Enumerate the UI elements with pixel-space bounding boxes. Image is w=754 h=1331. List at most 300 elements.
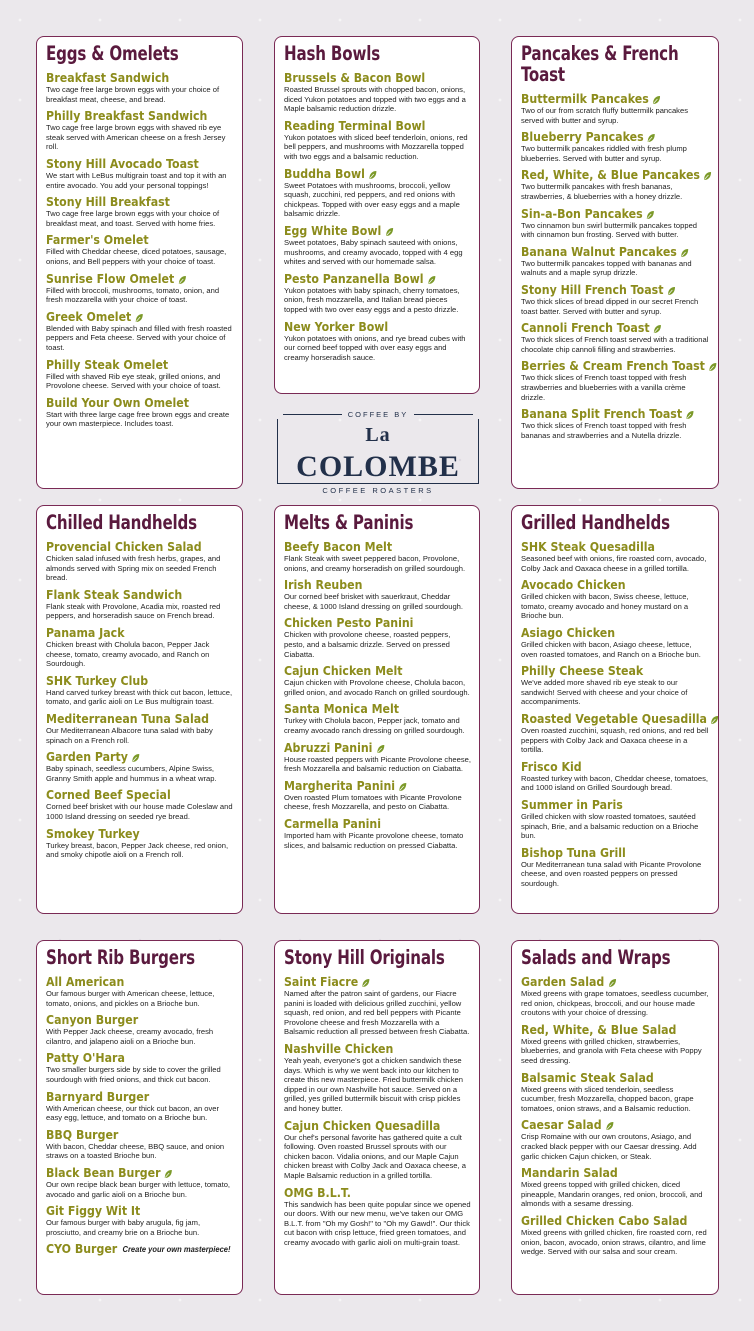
menu-item-description: Two cage free large brown eggs with shaved rib eye steak served with American cheese on a fresh Jersey roll.: [46, 123, 226, 152]
menu-item-name: [284, 1042, 449, 1056]
menu-item-description: Filled with broccoli, mushrooms, tomato, onion, and fresh mozzarella with your choice of toast.: [46, 285, 220, 305]
menu-item-name-text: Caesar Salad: [521, 1117, 602, 1133]
menu-item-description: Two thick slices of French toast served with a traditional chocolate chip cannoli filling and strawberries.: [521, 335, 709, 354]
menu-item: [284, 741, 471, 774]
menu-item-name-text: OMG B.L.T.: [284, 1184, 351, 1200]
menu-item-name-text: Reading Terminal Bowl: [284, 117, 426, 133]
menu-item: [46, 1013, 234, 1046]
menu-item-name: [284, 540, 449, 554]
menu-item: [284, 1119, 471, 1181]
menu-item-name-text: Greek Omelet: [46, 308, 132, 324]
menu-item-name: [521, 1118, 687, 1132]
menu-item-name-text: Barnyard Burger: [46, 1088, 150, 1104]
menu-item-name: [284, 119, 449, 133]
vegetarian-leaf-icon: [131, 752, 140, 762]
menu-item-name-text: Irish Reuben: [284, 577, 363, 593]
menu-item-name: [521, 710, 707, 726]
menu-item-name: [521, 130, 687, 144]
menu-section: [274, 36, 480, 394]
menu-item-description: Two cinnamon bun swirl buttermilk pancakes topped with cinnamon bun frosting. Served with butter.: [521, 220, 698, 240]
menu-item-name-text: Philly Steak Omelet: [46, 356, 169, 372]
menu-item-name-text: Breakfast Sandwich: [46, 70, 170, 85]
menu-item-name-text: Stony Hill Avocado Toast: [46, 155, 199, 171]
menu-item-name-text: Avocado Chicken: [521, 577, 626, 593]
menu-item: [46, 157, 234, 190]
menu-item: [521, 846, 710, 889]
menu-item-name: [284, 616, 449, 630]
menu-item: [46, 1166, 234, 1199]
menu-item: [284, 119, 471, 162]
menu-item-name: [521, 207, 687, 221]
vegetarian-leaf-icon: [399, 781, 408, 791]
menu-item-name-text: CYO Burger: [46, 1241, 118, 1257]
menu-item: [521, 407, 710, 440]
menu-item: [46, 1128, 234, 1161]
vegetarian-leaf-icon: [605, 1120, 614, 1130]
menu-item-description: Yeah yeah, everyone's got a chicken sandwich these days. Which is why we went back into our kitchen to create this new masterpiece. Fried buttermilk chicken dipped in our own Nashville hot sauce. Served on a grilled, yes grilled buttermilk biscuit with crisp pickles and honey butter.: [284, 1055, 463, 1113]
menu-item-name: [521, 1166, 687, 1180]
menu-item: [521, 1118, 710, 1161]
menu-item-name: [521, 798, 687, 812]
logo-sub-text: COFFEE ROASTERS: [322, 486, 434, 495]
menu-item-description: With Pepper Jack cheese, creamy avocado, fresh cilantro, and jalapeno aioli on a Brioche bun.: [46, 1027, 214, 1046]
menu-item-name: [284, 71, 449, 85]
menu-item-name: [46, 272, 211, 286]
menu-item-description: Two thick slices of French toast topped with fresh strawberries and blueberries with a vanilla crème drizzle.: [521, 373, 687, 402]
menu-item: [284, 702, 471, 735]
menu-item: [46, 540, 234, 583]
menu-item-name: [521, 321, 687, 335]
menu-item: [521, 130, 710, 163]
menu-item-description: Blended with Baby spinach and filled with fresh roasted peppers and Feta cheese. Served with your choice of toast.: [46, 323, 232, 352]
vegetarian-leaf-icon: [376, 743, 385, 753]
menu-item-description: With bacon, Cheddar cheese, BBQ sauce, and onion straws on a toasted Brioche bun.: [46, 1141, 225, 1161]
menu-item-name-text: Saint Fiacre: [284, 974, 359, 989]
menu-item-name-text: Philly Breakfast Sandwich: [46, 108, 208, 124]
menu-item-description: Two thick slices of bread dipped in our secret French toast batter. Served with butter and syrup.: [521, 296, 699, 316]
menu-item-name: [46, 1204, 211, 1218]
menu-item-name-text: Stony Hill French Toast: [521, 281, 664, 297]
menu-item-name-text: Provencial Chicken Salad: [46, 539, 202, 554]
menu-item: [46, 1090, 234, 1123]
menu-item: [46, 109, 234, 152]
menu-item-description: Mixed greens with grilled chicken, fire roasted corn, red onion, bacon, avocado, onion straws, cilantro, and lime wedge. Served with our salsa and sour cream.: [521, 1227, 707, 1257]
menu-item-description: Sweet potatoes, Baby spinach sauteed with onions, mushrooms, and creamy avocado, topped with 4 egg whites and served with our homemade salsa.: [284, 237, 463, 267]
menu-item-name-text: Summer in Paris: [521, 796, 623, 812]
menu-item: [521, 578, 710, 621]
menu-item-name: [284, 779, 449, 793]
menu-item-name: [46, 109, 211, 123]
menu-item: [284, 616, 471, 659]
menu-item-name: [46, 233, 211, 247]
menu-item: [46, 712, 234, 745]
menu-item-description: Flank Steak with sweet peppered bacon, Provolone, onions, and creamy horseradish on grilled sourdough.: [284, 554, 466, 573]
menu-item-description: Two cage free large brown eggs with your choice of breakfast meat, and toast. Served with home fries.: [46, 209, 220, 228]
menu-item-description: Our famous burger with American cheese, lettuce, tomato, onions, and pickles on a Brioche bun.: [46, 989, 215, 1008]
menu-item: [521, 245, 710, 278]
vegetarian-leaf-icon: [647, 132, 656, 142]
menu-item-name-text: Bishop Tuna Grill: [521, 844, 626, 860]
menu-item: [46, 750, 234, 783]
menu-item-name: [46, 195, 211, 209]
menu-item-name-text: Garden Party: [46, 749, 128, 765]
menu-item-name: [284, 817, 449, 831]
menu-item-name: [521, 283, 687, 297]
menu-item: [46, 358, 234, 391]
menu-item-name-text: Carmella Panini: [284, 815, 382, 831]
menu-item-name-text: Garden Salad: [521, 974, 605, 989]
menu-item-name: [46, 750, 211, 764]
menu-item-name: [521, 1071, 687, 1085]
menu-item-description: Two cage free large brown eggs with your choice of breakfast meat, cheese, and bread.: [46, 85, 220, 104]
menu-item: [521, 975, 710, 1018]
vegetarian-leaf-icon: [703, 170, 712, 180]
menu-item-name: [46, 674, 211, 688]
menu-item: [46, 272, 234, 305]
menu-item-name-text: Nashville Chicken: [284, 1040, 394, 1056]
menu-item: [521, 1023, 710, 1066]
menu-item-description: Crisp Romaine with our own croutons, Asiago, and cracked black pepper with our Caesar dressing. Add garlic chicken Cajun chicken, or Steak.: [521, 1132, 697, 1161]
menu-item-description: Yukon potatoes with sliced beef tenderloin, onions, red bell peppers, and mushrooms with Mozzarella topped with two eggs and a balsamic reduction.: [284, 132, 468, 161]
section-title: Chilled Handhelds: [46, 511, 197, 534]
menu-item: [521, 1214, 710, 1257]
logo-la: La: [365, 424, 391, 446]
menu-item-description: Baby spinach, seedless cucumbers, Alpine Swiss, Granny Smith apple and hummus in a wheat wrap.: [46, 764, 217, 783]
menu-item-name: [284, 741, 449, 755]
menu-item-name-text: New Yorker Bowl: [284, 318, 389, 334]
menu-item-description: Grilled chicken with slow roasted tomatoes, sautéed spinach, Brie, and a balsamic reduction on a Brioche bun.: [521, 811, 699, 841]
menu-item-description: Turkey with Cholula bacon, Pepper jack, tomato and creamy avocado ranch dressing on grilled sourdough.: [284, 716, 465, 735]
menu-item: [46, 827, 234, 860]
menu-item: [46, 674, 234, 707]
menu-item-description: Chicken breast with Cholula bacon, Pepper Jack cheese, tomato, creamy avocado, and Ranch on Sourdough.: [46, 639, 210, 669]
menu-item-name-text: Banana Walnut Pancakes: [521, 243, 677, 259]
menu-item: [521, 540, 710, 573]
section-title: Eggs & Omelets: [46, 42, 179, 65]
menu-item-description: Two of our from scratch fluffy buttermilk pancakes served with butter and syrup.: [521, 106, 688, 125]
logo-main-text: COLOMBE: [296, 450, 460, 483]
menu-item-note: Create your own masterpiece!: [122, 1244, 231, 1255]
menu-section: [274, 940, 480, 1295]
menu-item-name: [521, 975, 687, 989]
menu-section: [36, 505, 243, 914]
menu-item-description: Filled with shaved Rib eye steak, grilled onions, and Provolone cheese. Served with your choice of toast.: [46, 371, 221, 391]
menu-item-name: [284, 702, 449, 716]
menu-item: [521, 798, 710, 841]
menu-item: [284, 71, 471, 114]
menu-item-name-text: Beefy Bacon Melt: [284, 539, 393, 554]
menu-item-name: [46, 975, 211, 989]
menu-item-name: [46, 1090, 211, 1104]
menu-item-name-text: Egg White Bowl: [284, 222, 382, 238]
vegetarian-leaf-icon: [686, 409, 695, 419]
menu-item-name-text: SHK Turkey Club: [46, 672, 149, 688]
menu-item-description: Yukon potatoes with baby spinach, cherry tomatoes, onion, fresh mozzarella, and Italian bread pieces topped with two over easy eggs and a pesto drizzle.: [284, 285, 460, 314]
menu-item-name-text: Cajun Chicken Quesadilla: [284, 1117, 441, 1133]
section-title: Pancakes & French Toast: [521, 42, 679, 86]
menu-item-description: Grilled chicken with bacon, Asiago cheese, lettuce, oven roasted tomatoes, and Ranch on a Brioche bun.: [521, 639, 701, 659]
menu-item-name-text: Buddha Bowl: [284, 165, 365, 181]
vegetarian-leaf-icon: [646, 209, 655, 219]
menu-item-description: Corned beef brisket with our house made Coleslaw and 1000 Island dressing on seeded rye bread.: [46, 802, 233, 821]
menu-item: [521, 712, 710, 755]
menu-section: [511, 505, 719, 914]
menu-item: [284, 1186, 471, 1248]
menu-item: [46, 233, 234, 266]
menu-item-description: Imported ham with Picante provolone cheese, tomato slices, and balsamic reduction on pressed Ciabatta.: [284, 830, 464, 850]
vegetarian-leaf-icon: [708, 361, 717, 371]
menu-item-description: Our Mediterranean tuna salad with Picante Provolone cheese, and oven roasted peppers on pressed sourdough.: [521, 859, 702, 888]
menu-item-name: [46, 712, 211, 726]
menu-item-name: [46, 71, 211, 85]
menu-item-name: [284, 664, 449, 678]
section-title: Salads and Wraps: [521, 946, 671, 969]
menu-item-name: [521, 664, 687, 678]
menu-item-name: [46, 1241, 231, 1257]
menu-item: [46, 626, 234, 669]
menu-section: [36, 940, 243, 1295]
section-title: Grilled Handhelds: [521, 511, 670, 534]
vegetarian-leaf-icon: [385, 226, 394, 236]
menu-item: [284, 779, 471, 812]
menu-item-name-text: Farmer's Omelet: [46, 232, 149, 248]
vegetarian-leaf-icon: [680, 247, 689, 257]
menu-item-name: [521, 846, 687, 860]
menu-item-name-text: Flank Steak Sandwich: [46, 586, 183, 602]
menu-item-name-text: Berries & Cream French Toast: [521, 358, 705, 374]
menu-item-name-text: Red, White, & Blue Salad: [521, 1021, 677, 1037]
menu-item-name: [284, 1119, 449, 1133]
menu-item-name-text: Margherita Panini: [284, 777, 396, 793]
menu-item-description: Sweet Potatoes with mushrooms, broccoli, yellow squash, zucchini, red peppers, and red onions with chickpeas. Topped with over easy eggs and a maple balsamic drizzle.: [284, 180, 460, 219]
menu-item-description: We've added more shaved rib eye steak to our sandwich! Served with cheese and your choice of accompaniments.: [521, 678, 688, 707]
menu-item-name: [521, 407, 687, 421]
menu-item-name: [46, 1051, 211, 1065]
menu-item-name-text: Chicken Pesto Panini: [284, 615, 414, 631]
menu-item-name-text: BBQ Burger: [46, 1126, 119, 1142]
menu-item-name: [521, 626, 687, 640]
menu-item-name-text: Black Bean Burger: [46, 1164, 161, 1180]
menu-item-name: [521, 760, 687, 774]
menu-item-description: With American cheese, our thick cut bacon, an over easy egg, lettuce, and tomato on a Brioche bun.: [46, 1103, 220, 1123]
menu-item-name: [46, 358, 211, 372]
menu-item-description: Two buttermilk pancakes riddled with fresh plump blueberries. Served with butter and syrup.: [521, 144, 687, 163]
menu-item-description: Two buttermilk pancakes with fresh bananas, strawberries, & blueberries with a honey drizzle.: [521, 182, 683, 201]
menu-item-name: [46, 396, 211, 410]
menu-item-name: [284, 224, 449, 238]
menu-item: [521, 1166, 710, 1209]
menu-item: [284, 1042, 471, 1114]
menu-item-name-text: Cannoli French Toast: [521, 320, 650, 336]
menu-item-name: [521, 245, 687, 259]
menu-item-name-text: Canyon Burger: [46, 1012, 139, 1028]
menu-item-description: Mixed greens with grilled chicken, strawberries, blueberries, and granola with Feta cheese with Poppy seed dressing.: [521, 1036, 702, 1065]
menu-item-name-text: Corned Beef Special: [46, 787, 171, 803]
menu-item-description: This sandwich has been quite popular since we opened our doors. With our new menu, we've taken our OMG B.L.T. from "Oh my Gosh!" to "Oh my Gawd!". Our thick cut bacon with crisp lettuce, fried green tomatoes, and creamy avocado with garlic aioli on multi-grain toast.: [284, 1199, 471, 1247]
menu-item-description: Our famous burger with baby arugula, fig jam, prosciutto, and creamy brie on a Brioche bun.: [46, 1218, 201, 1237]
menu-item-name-text: Mandarin Salad: [521, 1165, 618, 1181]
menu-item: [46, 788, 234, 821]
section-title: Stony Hill Originals: [284, 946, 445, 969]
menu-item: [284, 664, 471, 697]
menu-item-name: [46, 588, 211, 602]
menu-item-description: Chicken with provolone cheese, roasted peppers, pesto, and a balsamic drizzle. Served on pressed Ciabatta.: [284, 630, 451, 659]
menu-item-name: [284, 320, 449, 334]
menu-item-name-text: Asiago Chicken: [521, 624, 616, 640]
menu-item-name: [284, 578, 449, 592]
menu-item: [46, 588, 234, 621]
menu-item-name-text: Patty O'Hara: [46, 1050, 125, 1066]
menu-section: [511, 36, 719, 489]
menu-item-name: [46, 827, 211, 841]
menu-item-name-text: Pesto Panzanella Bowl: [284, 270, 424, 286]
menu-item-name: [46, 310, 211, 324]
menu-item: [284, 167, 471, 219]
menu-item-name-text: Santa Monica Melt: [284, 701, 400, 717]
menu-item-name-text: Banana Split French Toast: [521, 406, 683, 422]
menu-item-name: [521, 1214, 687, 1228]
menu-item-name: [46, 157, 211, 171]
menu-item: [46, 396, 234, 429]
menu-item-name-text: Blueberry Pancakes: [521, 129, 644, 145]
menu-item-description: Yukon potatoes with onions, and rye bread cubes with our corned beef topped with over easy eggs and creamy horseradish sauce.: [284, 333, 466, 362]
menu-item-description: Mixed greens topped with grilled chicken, diced pineapple, Mandarin oranges, red onion, broccoli, and almonds with a sesame dressing.: [521, 1180, 703, 1209]
menu-item-description: Chicken salad infused with fresh herbs, grapes, and almonds served with Spring mix on seeded French bread.: [46, 554, 221, 583]
menu-item-description: Start with three large cage free brown eggs and create your own masterpiece. Includes toast.: [46, 409, 230, 429]
menu-item: [46, 195, 234, 228]
menu-item: [521, 760, 710, 793]
section-title: Short Rib Burgers: [46, 946, 195, 969]
menu-item-description: Seasoned beef with onions, fire roasted corn, avocado, Colby Jack and Oaxaca cheese in a grilled tortilla.: [521, 554, 707, 573]
menu-item-description: Mixed greens with sliced tenderloin, seedless cucumber, fresh Mozzarella, chopped bacon, grape tomatoes, onion straws, and a Balsamic reduction.: [521, 1084, 694, 1113]
vegetarian-leaf-icon: [652, 94, 661, 104]
menu-item-description: We start with LeBus multigrain toast and top it with an entire avocado. You add your personal toppings!: [46, 170, 227, 190]
menu-item-name: [46, 1166, 211, 1180]
menu-item: [46, 71, 234, 104]
menu-item: [521, 92, 710, 125]
menu-item-name-text: All American: [46, 974, 125, 989]
menu-item-description: Two buttermilk pancakes topped with bananas and walnuts and a maple syrup drizzle.: [521, 258, 692, 278]
section-title: Hash Bowls: [284, 42, 381, 65]
menu-item-description: Oven roasted Plum tomatoes with Picante Provolone cheese, fresh Mozzarella, and pesto on Ciabatta.: [284, 792, 462, 812]
vegetarian-leaf-icon: [135, 312, 144, 322]
menu-item: [284, 272, 471, 315]
menu-item-description: Grilled chicken with bacon, Swiss cheese, lettuce, tomato, creamy avocado and honey mustard on a Brioche bun.: [521, 592, 689, 621]
menu-item: [284, 578, 471, 611]
menu-item-name-text: Sunrise Flow Omelet: [46, 270, 175, 286]
vegetarian-leaf-icon: [178, 274, 187, 284]
menu-item-description: Oven roasted zucchini, squash, red onions, and red bell peppers with Colby Jack and Oaxaca cheese in a tortilla.: [521, 725, 709, 755]
menu-item-name-text: Balsamic Steak Salad: [521, 1069, 654, 1085]
menu-item-name-text: Abruzzi Panini: [284, 739, 373, 755]
menu-item-description: Roasted turkey with bacon, Cheddar cheese, tomatoes, and 1000 island on Grilled Sourdough bread.: [521, 773, 708, 793]
la-colombe-logo: [277, 410, 479, 495]
menu-item-name: [521, 578, 687, 592]
vegetarian-leaf-icon: [427, 274, 436, 284]
logo-top-line: [277, 410, 479, 419]
menu-section: [36, 36, 243, 489]
menu-item: [46, 1242, 234, 1256]
menu-item-name-text: Red, White, & Blue Pancakes: [521, 167, 700, 183]
logo-wordmark: [277, 419, 479, 484]
menu-item-name-text: Build Your Own Omelet: [46, 394, 189, 410]
vegetarian-leaf-icon: [653, 323, 662, 333]
menu-item-name: [521, 540, 687, 554]
menu-item-description: Two smaller burgers side by side to cover the grilled sourdough with fried onions, and thick cut bacon.: [46, 1065, 221, 1084]
menu-item-name: [284, 975, 449, 989]
menu-item-description: Turkey breast, bacon, Pepper Jack cheese, red onion, and smoky chipotle aioli on a French roll.: [46, 840, 229, 860]
menu-item-description: Cajun chicken with Provolone cheese, Cholula bacon, grilled onion, and avocado Ranch on grilled sourdough.: [284, 678, 470, 697]
menu-item-description: Two thick slices of French toast topped with fresh bananas and strawberries and a Nutella drizzle.: [521, 421, 687, 440]
menu-item: [46, 1204, 234, 1237]
menu-item: [284, 817, 471, 850]
menu-item: [521, 321, 710, 354]
menu-item-name-text: Frisco Kid: [521, 758, 582, 774]
menu-item-name: [521, 167, 700, 183]
menu-item-description: Our chef's personal favorite has gathered quite a cult following. Oven roasted Brussel sprouts with our chicken bacon. Vidalia onions, and our Maple Cajun chicken breast with Colby Jack and Oaxaca cheese, a Maple Balsamic reduction in a grilled tortilla.: [284, 1132, 466, 1180]
menu-item-name-text: Smokey Turkey: [46, 825, 140, 841]
menu-item: [46, 1051, 234, 1084]
menu-item-name: [46, 540, 211, 554]
vegetarian-leaf-icon: [608, 977, 617, 987]
logo-top-text: COFFEE BY: [347, 410, 409, 419]
menu-item-name: [46, 1013, 211, 1027]
menu-item: [521, 626, 710, 659]
menu-item-name-text: Mediterranean Tuna Salad: [46, 710, 210, 726]
vegetarian-leaf-icon: [667, 285, 676, 295]
menu-item: [46, 310, 234, 353]
menu-item-name: [46, 1128, 211, 1142]
menu-item-name: [521, 358, 705, 374]
menu-item: [284, 320, 471, 363]
menu-item-description: Hand carved turkey breast with thick cut bacon, lettuce, tomato, and garlic aioli on Le Bus multigrain toast.: [46, 687, 233, 707]
menu-item: [46, 975, 234, 1008]
menu-section: [511, 940, 719, 1295]
menu-item-name-text: Stony Hill Breakfast: [46, 194, 170, 210]
menu-item-description: Our corned beef brisket with sauerkraut, Cheddar cheese, & 1000 Island dressing on grilled sourdough.: [284, 592, 463, 611]
menu-item: [521, 1071, 710, 1114]
menu-item: [521, 207, 710, 240]
menu-item: [284, 540, 471, 573]
vegetarian-leaf-icon: [362, 977, 371, 987]
menu-item-name: [284, 167, 449, 181]
menu-item: [284, 224, 471, 267]
menu-item-name: [521, 92, 687, 106]
menu-item-name-text: Roasted Vegetable Quesadilla: [521, 710, 707, 726]
menu-item-name-text: Grilled Chicken Cabo Salad: [521, 1212, 688, 1228]
menu-item-name-text: Buttermilk Pancakes: [521, 91, 649, 106]
menu-item-name-text: Brussels & Bacon Bowl: [284, 70, 426, 85]
section-title: Melts & Paninis: [284, 511, 414, 534]
menu-item: [521, 283, 710, 316]
menu-item-name: [284, 1186, 449, 1200]
menu-item-name-text: Git Figgy Wit It: [46, 1203, 141, 1219]
menu-item-name-text: SHK Steak Quesadilla: [521, 539, 655, 554]
vegetarian-leaf-icon: [368, 169, 377, 179]
menu-item-description: House roasted peppers with Picante Provolone cheese, fresh Mozzarella and balsamic reduction on Ciabatta.: [284, 754, 472, 774]
menu-item: [284, 975, 471, 1037]
menu-item-name-text: Philly Cheese Steak: [521, 663, 644, 679]
menu-item-name-text: Panama Jack: [46, 624, 125, 640]
menu-item-description: Filled with Cheddar cheese, diced potatoes, sausage, onions, and Bell peppers with your choice of toast.: [46, 247, 227, 266]
menu-item-name: [46, 788, 211, 802]
menu-item-name: [284, 272, 449, 286]
menu-item: [521, 359, 710, 402]
menu-item-name-text: Cajun Chicken Melt: [284, 663, 403, 679]
menu-item-description: Our own recipe black bean burger with lettuce, tomato, avocado and garlic aioli on a Brioche bun.: [46, 1179, 231, 1199]
menu-item: [521, 664, 710, 707]
menu-item-name-text: Sin-a-Bon Pancakes: [521, 205, 643, 221]
